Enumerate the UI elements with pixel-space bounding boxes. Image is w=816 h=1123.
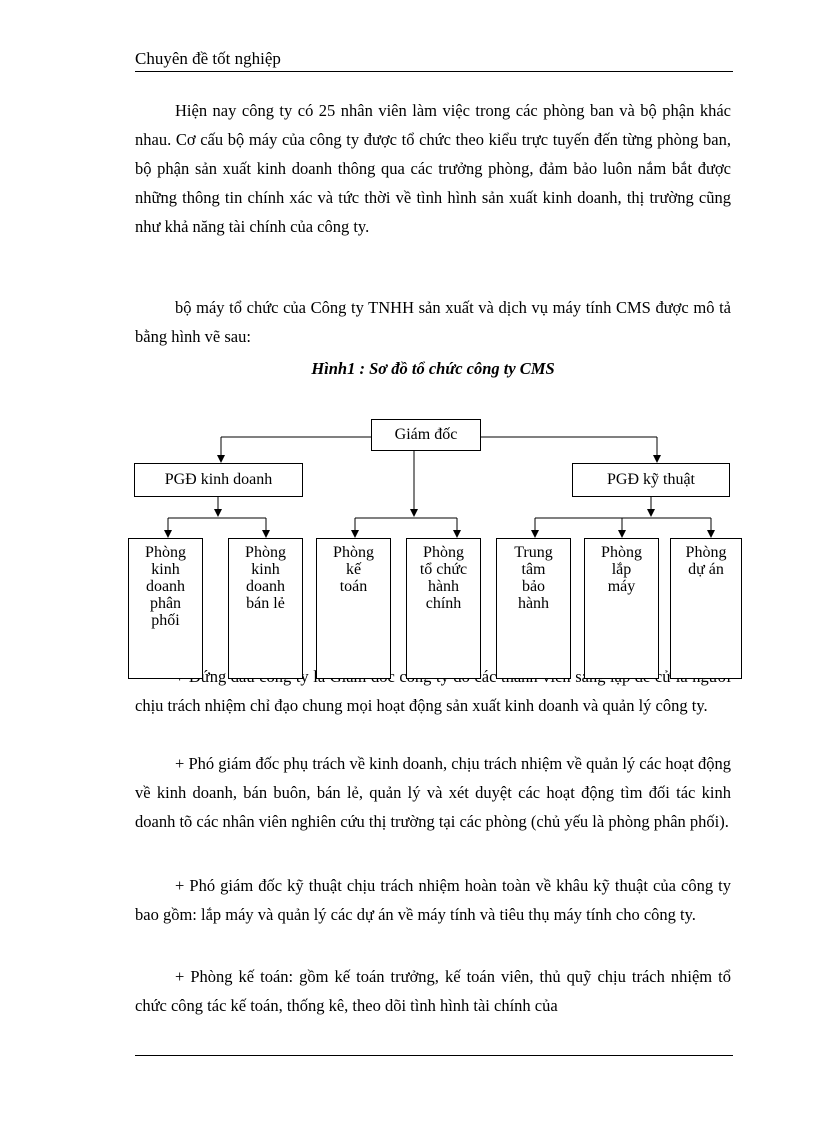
box-dept-projects: [670, 538, 742, 679]
paragraph-6-text: + Phòng kế toán: gồm kế toán trưởng, kế toán viên, thủ quỹ chịu trách nhiệm tổ chức công tác kế toán, thống kê, theo dõi tình hình tài chính của: [135, 967, 731, 1015]
box-deputy-business: [134, 463, 303, 497]
box-deputy-business-label: PGĐ kinh doanh: [164, 471, 273, 488]
box-dept-projects-label: Phòng dự án: [685, 544, 727, 578]
box-dept-retail-label: Phòng kinh doanh bán lẻ: [245, 544, 286, 612]
box-dept-assembly-label: Phòng lắp máy: [601, 544, 642, 595]
footer-rule: [135, 1055, 733, 1056]
box-dept-administration: [406, 538, 481, 679]
box-dept-accounting: [316, 538, 391, 679]
figure-caption: Hình1 : Sơ đồ tổ chức công ty CMS: [311, 359, 555, 378]
box-dept-accounting-label: Phòng kế toán: [333, 544, 374, 595]
box-deputy-technical: [572, 463, 730, 497]
box-dept-assembly: [584, 538, 659, 679]
header-title: Chuyên đề tốt nghiệp: [135, 49, 281, 68]
paragraph-5-text: + Phó giám đốc kỹ thuật chịu trách nhiệm hoàn toàn về khâu kỹ thuật của công ty bao gồm: lắp máy và quản lý các dự án về máy tính và tiêu thụ máy tính cho công ty.: [135, 876, 731, 924]
box-deputy-technical-label: PGĐ kỹ thuật: [607, 471, 695, 488]
box-dept-distribution-label: Phòng kinh doanh phân phối: [145, 544, 186, 629]
paragraph-4-text: + Phó giám đốc phụ trách về kinh doanh, chịu trách nhiệm về quản lý các hoạt động về kinh doanh, bán buôn, bán lẻ, quản lý và xét duyệt các hoạt động tìm đối tác kinh doanh tõ các nhân viên nghiên cứu thị trường tại các phòng (chủ yếu là phòng phân phối).: [135, 754, 731, 831]
paragraph-5: [135, 871, 731, 929]
box-director-label: Giám đốc: [394, 426, 458, 443]
box-director: [371, 419, 481, 451]
box-dept-administration-label: Phòng tổ chức hành chính: [419, 544, 468, 612]
paragraph-3-text: Đứng các cử chịu trách nhiệm chỉ đạo chung mọi hoạt động sản xuất kinh doanh và quản lý công ty.: [135, 667, 708, 715]
paragraph-1-text: Hiện nay công ty có 25 nhân viên làm việc trong các phòng ban và bộ phận khác nhau. Cơ cấu bộ máy của công ty được tổ chức theo kiểu trực tuyến đến từng phòng ban, bộ phận sản xuất kinh doanh thông qua các trưởng phòng, đảm bảo luôn nắm bắt được những thông tin chính xác và tức thời về tình hình sản xuất kinh doanh, thị trường cũng như khả năng tài chính của công ty.: [135, 101, 731, 236]
paragraph-4: [135, 749, 731, 836]
box-dept-retail: [228, 538, 303, 679]
box-dept-warranty-label: Trung tâm bảo hành: [514, 544, 553, 612]
box-dept-distribution: [128, 538, 203, 679]
paragraph-6: [135, 962, 731, 1020]
box-dept-warranty: [496, 538, 571, 679]
paragraph-2-text: bộ máy tổ chức của Công ty TNHH sản xuất và dịch vụ máy tính CMS được mô tả bằng hình vẽ sau:: [135, 298, 731, 346]
